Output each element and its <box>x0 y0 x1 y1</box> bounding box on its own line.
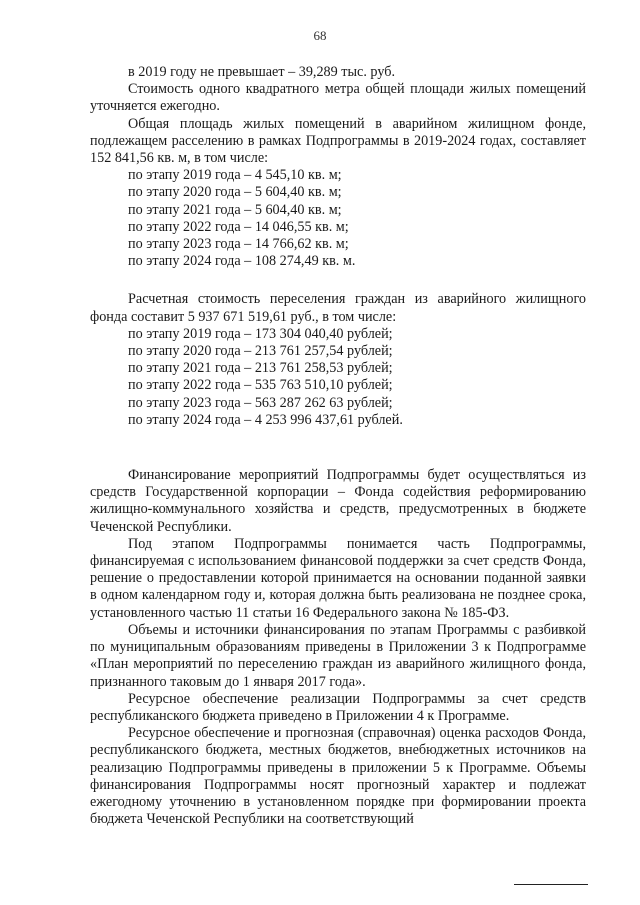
cost-item: по этапу 2022 года – 535 763 510,10 рублей; <box>128 377 393 394</box>
intro-line: в 2019 году не превышает – 39,289 тыс. руб. <box>128 64 395 80</box>
stage-paragraph: Под этапом Подпрограммы понимается часть Подпрограммы, финансируемая с использованием финансовой поддержки за счет средств Фонда, решение о предоставлении которой принимается на основании поданной заявки в одном календарном году и, которая должна быть реализована не позднее срока, установленного частью 11 статьи 16 Федерального закона № 185-ФЗ. <box>90 535 586 621</box>
area-paragraph: Общая площадь жилых помещений в аварийном жилищном фонде, подлежащем расселению в рамках Подпрограммы в 2019-2024 годах, составляет 152 841,56 кв. м, в том числе: <box>90 115 586 167</box>
cost-item: по этапу 2020 года – 213 761 257,54 рублей; <box>128 343 393 360</box>
area-item: по этапу 2023 года – 14 766,62 кв. м; <box>128 236 349 253</box>
resource-paragraph: Ресурсное обеспечение реализации Подпрограммы за счет средств республиканского бюджета приведено в Приложении 4 к Программе. <box>90 690 586 724</box>
cost-item: по этапу 2019 года – 173 304 040,40 рублей; <box>128 325 393 342</box>
cost-item: по этапу 2023 года – 563 287 262 63 рублей; <box>128 394 393 411</box>
cost-item: по этапу 2021 года – 213 761 258,53 рублей; <box>128 360 393 377</box>
volumes-paragraph: Объемы и источники финансирования по этапам Программы с разбивкой по муниципальным образованиям приведены в Приложении 3 к Подпрограмме «План мероприятий по переселению граждан из аварийного жилищного фонда, признанного таковым до 1 января 2017 года». <box>90 621 586 690</box>
area-item: по этапу 2020 года – 5 604,40 кв. м; <box>128 184 342 201</box>
area-item: по этапу 2022 года – 14 046,55 кв. м; <box>128 218 349 235</box>
footer-divider <box>514 884 588 885</box>
area-item: по этапу 2019 года – 4 545,10 кв. м; <box>128 167 342 184</box>
page-number: 68 <box>313 28 327 43</box>
financing-paragraph: Финансирование мероприятий Подпрограммы будет осуществляться из средств Государственной корпорации – Фонда содействия реформированию жилищно-коммунального хозяйства и средств, предусмотренных в бюджете Чеченской Республики. <box>90 467 586 535</box>
forecast-paragraph: Ресурсное обеспечение и прогнозная (справочная) оценка расходов Фонда, республиканского бюджета, местных бюджетов, внебюджетных источников на реализацию Подпрограммы приведены в приложении 5 к Программе. Объемы финансирования Подпрограммы носят прогнозный характер и подлежат ежегодному уточнению в установленном порядке при формировании проекта бюджета Чеченской Республики на соответствующий <box>90 725 586 828</box>
area-item: по этапу 2021 года – 5 604,40 кв. м; <box>128 201 342 218</box>
cost-paragraph: Расчетная стоимость переселения граждан из аварийного жилищного фонда составит 5 937 671 519,61 руб., в том числе: <box>90 291 586 325</box>
cost-list <box>90 326 586 429</box>
document-body <box>90 64 586 828</box>
cost-item: по этапу 2024 года – 4 253 996 437,61 рублей. <box>128 411 403 428</box>
area-list <box>90 167 586 270</box>
cost-note-paragraph: Стоимость одного квадратного метра общей площади жилых помещений уточняется ежегодно. <box>90 81 586 115</box>
area-item: по этапу 2024 года – 108 274,49 кв. м. <box>128 253 356 270</box>
